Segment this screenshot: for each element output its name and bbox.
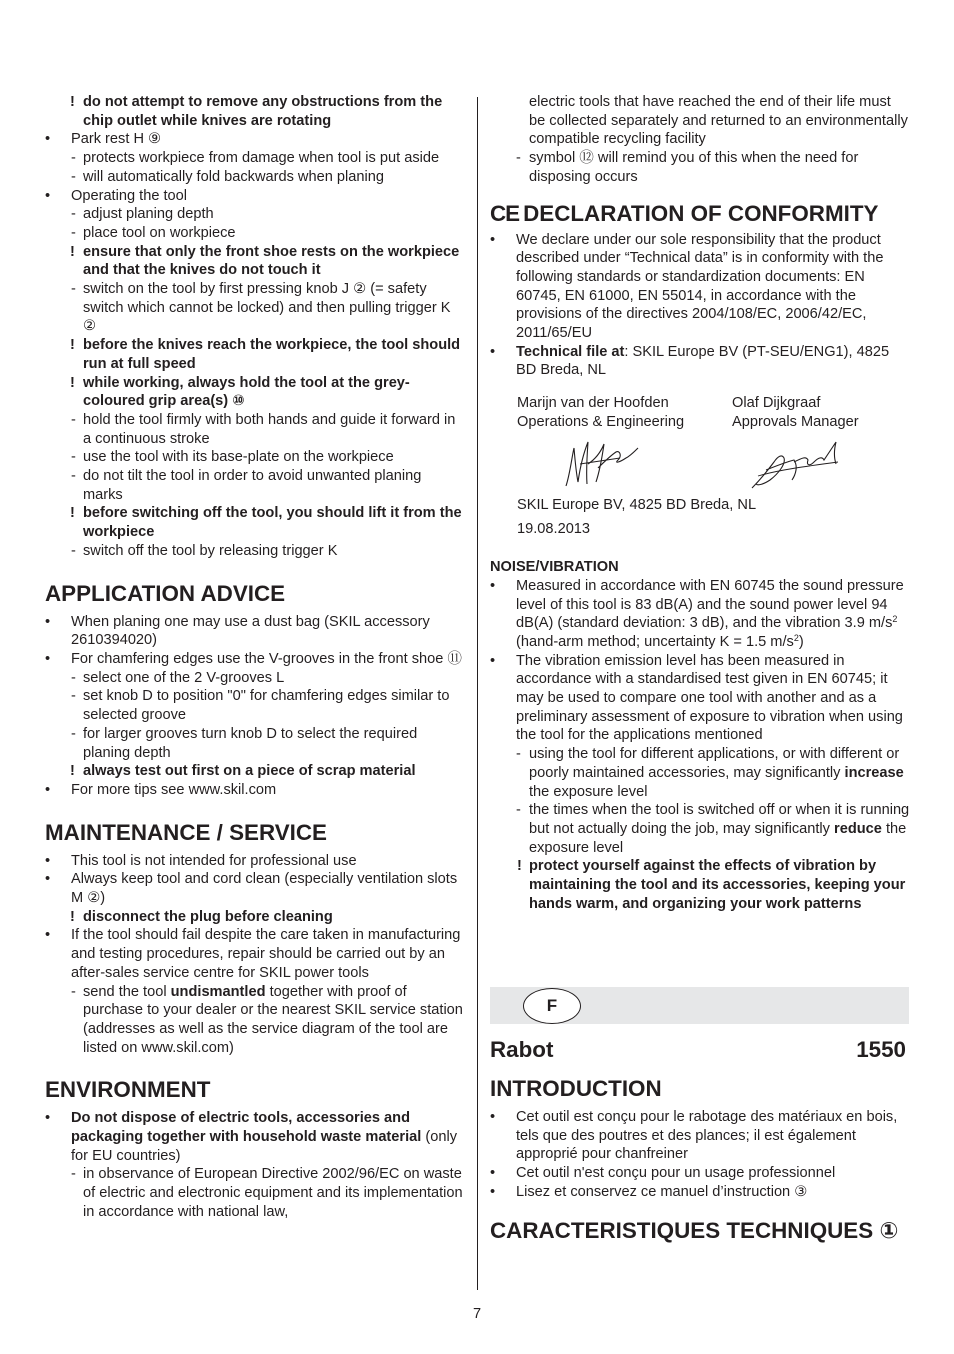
sub-item: - hold the tool firmly with both hands and guide it forward in a continuous stroke — [71, 411, 456, 447]
left-column — [45, 93, 465, 1222]
list-item: • For more tips see www.skil.com — [45, 781, 277, 798]
noise-heading: NOISE/VIBRATION — [490, 559, 619, 576]
sub-item: - switch on the tool by first pressing knob J ② (= safety switch which cannot be locked) and then pulling trigger K ② — [71, 281, 451, 335]
maintenance-heading: MAINTENANCE / SERVICE — [45, 819, 327, 845]
column-divider — [477, 97, 478, 1290]
warning-item: ! disconnect the plug before cleaning — [70, 908, 333, 925]
application-advice-list — [45, 613, 465, 800]
declaration-heading: CE DECLARATION OF CONFORMITY — [490, 200, 879, 226]
sub-item: - do not tilt the tool in order to avoid unwanted planing marks — [71, 468, 422, 503]
list-item: • If the tool should fail despite the care taken in manufacturing and testing procedures, repair should be carried out by an after-sales service centre for SKIL power tools — [45, 927, 461, 981]
company-address: SKIL Europe BV, 4825 BD Breda, NL — [517, 497, 757, 514]
warning-item: ! ensure that only the front shoe rests on the workpiece and that the knives do not touch it — [70, 243, 460, 279]
sub-item: - use the tool with its base-plate on the workpiece — [71, 449, 394, 466]
maintenance-list — [45, 852, 465, 1058]
signature-1-icon — [560, 434, 640, 492]
list-item: • Park rest H ⑨ — [45, 131, 162, 148]
technical-file: • Technical file at: SKIL Europe BV (PT-SEU/ENG1), 4825 BD Breda, NL — [490, 343, 890, 379]
sub-item: - select one of the 2 V-grooves L — [71, 669, 285, 686]
vibration-note: • The vibration emission level has been measured in accordance with a standardised test given in EN 60745; it may be used to compare one tool with another and as a preliminary assessment of exposure to vibration when using the tool for the applications mentioned — [490, 652, 903, 744]
warning-item: ! before switching off the tool, you should lift it from the workpiece — [70, 505, 462, 541]
warning-item: ! before the knives reach the workpiece, the tool should run at full speed — [70, 337, 461, 372]
list-item: • For chamfering edges use the V-grooves in the front shoe ⑪ — [45, 650, 463, 667]
list-item: • Always keep tool and cord clean (especially ventilation slots M ②) — [45, 871, 458, 907]
environment-symbol-note: - symbol ⑫ will remind you of this when the need for disposing occurs — [516, 150, 859, 185]
signature-2-icon — [748, 440, 844, 494]
sub-item: - for larger grooves turn knob D to select the required planing depth — [71, 725, 418, 761]
page-number: 7 — [472, 1306, 482, 1322]
environment-sub: - in observance of European Directive 2002/96/EC on waste of electric and electronic equipment and its implementation in accordance with national law, — [71, 1166, 463, 1220]
sub-item: - protects workpiece from damage when tool is put aside — [71, 150, 440, 167]
product-title: Rabot 1550 — [490, 1037, 906, 1062]
warning-item: ! always test out first on a piece of scrap material — [70, 763, 416, 780]
environment-continued: electric tools that have reached the end of their life must be collected separately and returned to an environmentally compatible recycling facility — [529, 94, 908, 148]
list-item: • This tool is not intended for professional use — [45, 852, 357, 869]
technical-specs-heading: CARACTERISTIQUES TECHNIQUES ① — [490, 1217, 899, 1243]
warning-item: ! do not attempt to remove any obstructions from the chip outlet while knives are rotating — [70, 94, 443, 129]
list-item: • When planing one may use a dust bag (SKIL accessory 2610394020) — [45, 613, 430, 649]
right-column — [490, 93, 910, 914]
sub-item: - set knob D to position "0" for chamfering edges similar to selected groove — [71, 688, 450, 724]
sub-item: - switch off the tool by releasing trigger K — [71, 542, 338, 559]
sub-item: - send the tool undismantled together with proof of purchase to your dealer or the nearest SKIL service station (addresses as well as the service diagram of the tool are listed on www.skil.com) — [71, 983, 463, 1056]
signature-block — [490, 394, 910, 544]
sub-item: - place tool on workpiece — [71, 224, 236, 241]
french-intro-1: • Cet outil est conçu pour le rabotage des matériaux en bois, tels que des poutres et des plances; il est également approprié pour chanfreiner — [490, 1109, 898, 1163]
vibration-increase: - using the tool for different applications, or with different or poorly maintained accessories, may significantly increase the exposure level — [516, 746, 904, 800]
warning-item: ! while working, always hold the tool at the grey-coloured grip area(s) ⑩ — [70, 374, 410, 410]
environment-bullet: • Do not dispose of electric tools, accessories and packaging together with household waste material (only for EU countries) — [45, 1110, 458, 1164]
french-section — [490, 1076, 910, 1244]
application-advice-heading: APPLICATION ADVICE — [45, 580, 286, 606]
language-badge: F — [523, 988, 581, 1024]
sub-item: - will automatically fold backwards when planing — [71, 168, 384, 185]
french-intro-2: • Cet outil n'est conçu pour un usage professionnel — [490, 1165, 836, 1182]
vibration-reduce: - the times when the tool is switched off or when it is running but not actually doing the job, may significantly reduce the exposure level — [516, 802, 910, 856]
declaration-date: 19.08.2013 — [517, 521, 591, 538]
environment-heading: ENVIRONMENT — [45, 1077, 211, 1103]
sub-item: - adjust planing depth — [71, 206, 214, 223]
signer-1: Marijn van der Hoofden Operations & Engineering — [517, 395, 685, 430]
list-item: • Operating the tool — [45, 187, 188, 204]
french-intro-3: • Lisez et conservez ce manuel d’instruction ③ — [490, 1183, 808, 1200]
signer-2: Olaf Dijkgraaf Approvals Manager — [732, 395, 859, 430]
declaration-statement: • We declare under our sole responsibility that the product described under “Technical data” is in conformity with the following standards or standardization documents: EN 60745, EN 61000, EN 55014, in accordance with the provisions of the directives 2004/108/EC, 2006/42/EC, 2011/65/EU — [490, 231, 884, 342]
vibration-warning: ! protect yourself against the effects of vibration by maintaining the tool and its accessories, keeping your hands warm, and organizing your work patterns — [517, 858, 906, 912]
ce-mark-icon: CE — [490, 200, 520, 226]
noise-measurement: • Measured in accordance with EN 60745 the sound pressure level of this tool is 83 dB(A) and the sound power level 94 dB(A) (standard deviation: 3 dB), and the vibration 3.9 $m/s^2$ (hand-arm method; uncertainty K = 1.5 $m/s^2$) — [490, 577, 904, 650]
introduction-heading: INTRODUCTION — [490, 1076, 662, 1101]
model-number: 1550 — [856, 1037, 906, 1062]
operation-instructions — [45, 93, 465, 561]
